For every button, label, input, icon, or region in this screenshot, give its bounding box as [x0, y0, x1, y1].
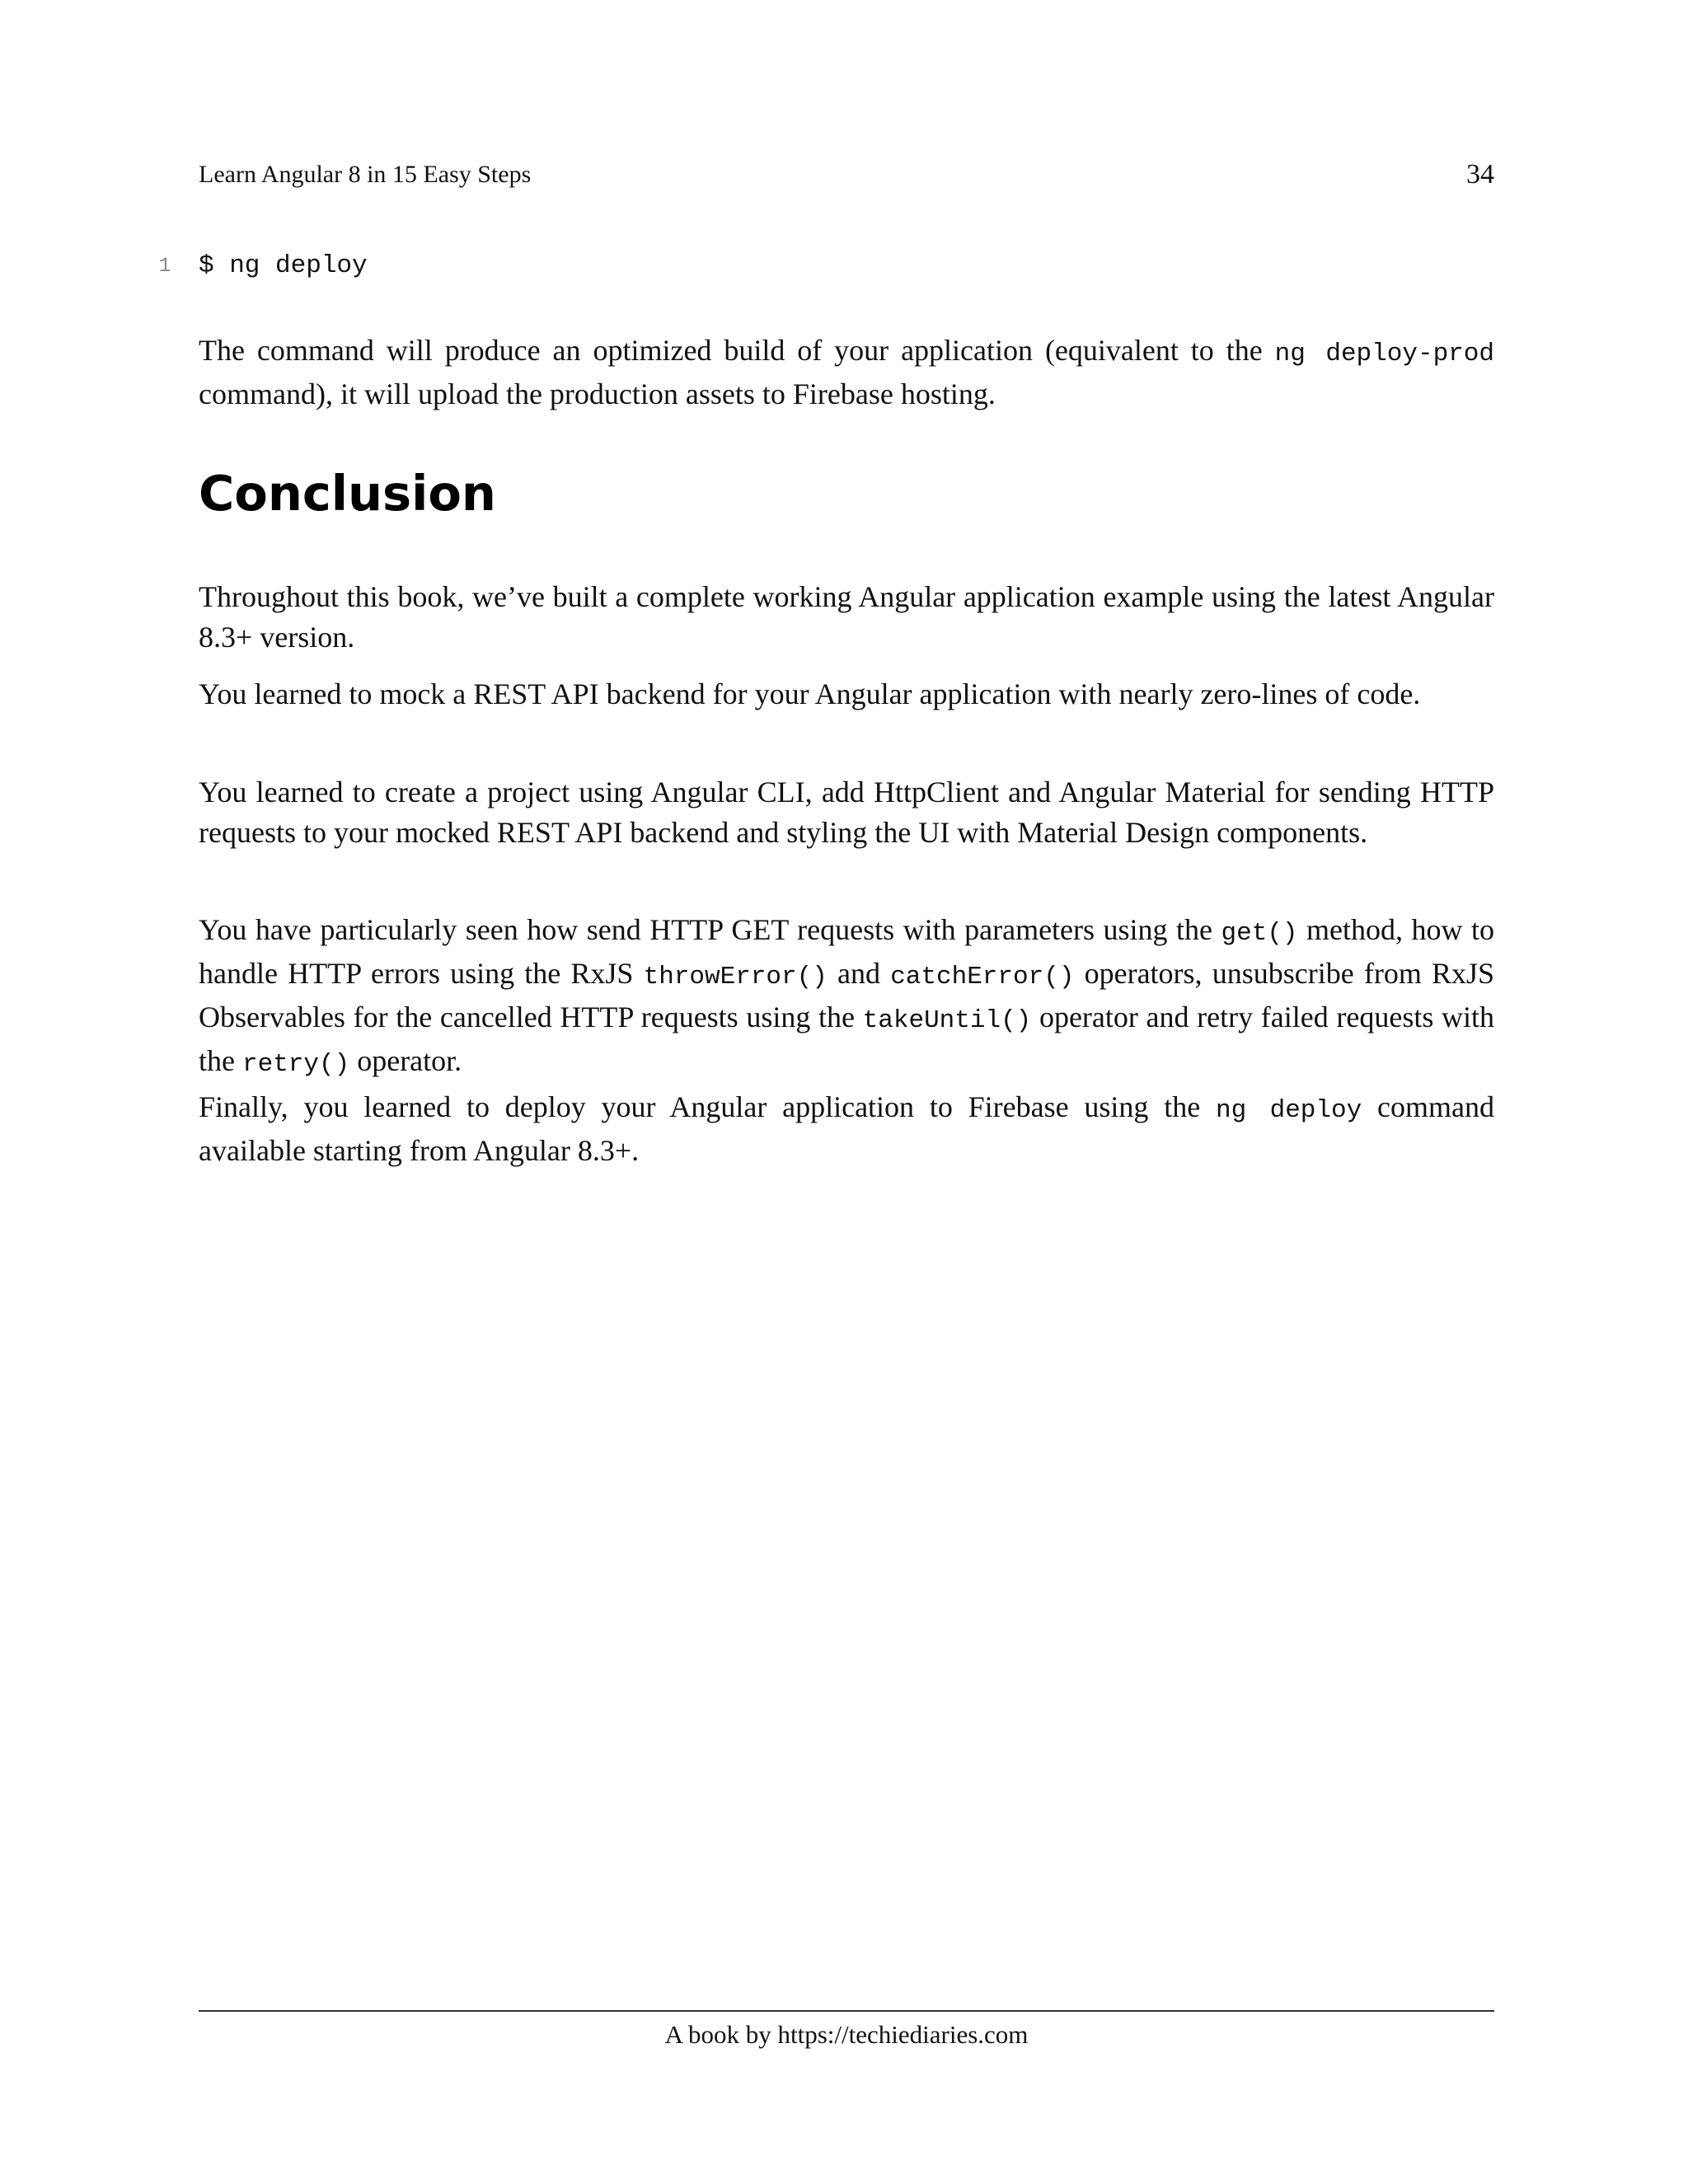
deploy-explanation	[199, 330, 1494, 415]
paragraph-5-text-2: command available starting from Angular 8.3+.	[199, 1090, 1494, 1167]
deploy-explanation-text-1: The command will produce an optimized build of your application (equivalent to the	[199, 334, 1263, 367]
paragraph-4-text-4: operators, unsubscribe from RxJS Observables for the cancelled HTTP requests using the	[199, 957, 1495, 1033]
running-header	[199, 157, 1494, 193]
conclusion-paragraph-3: You learned to create a project using Angular CLI, add HttpClient and Angular Material for sending HTTP requests to your mocked REST API backend and styling the UI with Material Design components.	[199, 776, 1494, 849]
paragraph-5-text-1: Finally, you learned to deploy your Angular application to Firebase using the	[199, 1090, 1201, 1123]
conclusion-paragraph-4	[199, 910, 1494, 1085]
inline-code-ng-deploy: ng deploy	[1216, 1096, 1362, 1125]
paragraph-4-text-5: operator and retry failed requests with the	[199, 1001, 1495, 1077]
inline-code-retry: retry()	[241, 1050, 350, 1079]
code-command: $ ng deploy	[199, 251, 368, 280]
conclusion-paragraph-2: You learned to mock a REST API backend for your Angular application with nearly zero-lines of code.	[199, 677, 1421, 710]
inline-code-throw-error: throwError()	[643, 963, 828, 991]
inline-code-get: get()	[1221, 919, 1298, 948]
paragraph-4-text-1: You have particularly seen how send HTTP GET requests with parameters using the	[199, 913, 1213, 946]
conclusion-paragraph-5	[199, 1087, 1494, 1171]
section-title: Conclusion	[199, 465, 496, 522]
footer-divider	[199, 2010, 1494, 2012]
inline-code-take-until: takeUntil()	[862, 1006, 1032, 1035]
code-snippet	[148, 247, 1494, 285]
conclusion-paragraph-1: Throughout this book, we’ve built a complete working Angular application example using the latest Angular 8.3+ version.	[199, 580, 1494, 654]
page-number: 34	[1466, 159, 1494, 190]
paragraph-4-text-2: method, how to handle HTTP errors using the RxJS	[199, 913, 1495, 990]
code-line-number: 1	[158, 254, 171, 278]
paragraph-4-text-6: operator.	[357, 1044, 462, 1077]
footer-attribution: A book by https://techiediaries.com	[664, 2020, 1029, 2049]
inline-code-catch-error: catchError()	[890, 963, 1075, 991]
book-title: Learn Angular 8 in 15 Easy Steps	[199, 161, 532, 188]
deploy-explanation-text-2: command), it will upload the production assets to Firebase hosting.	[199, 377, 996, 410]
inline-code-ng-deploy-prod: ng deploy-prod	[1274, 340, 1494, 368]
paragraph-4-text-3: and	[837, 957, 881, 990]
